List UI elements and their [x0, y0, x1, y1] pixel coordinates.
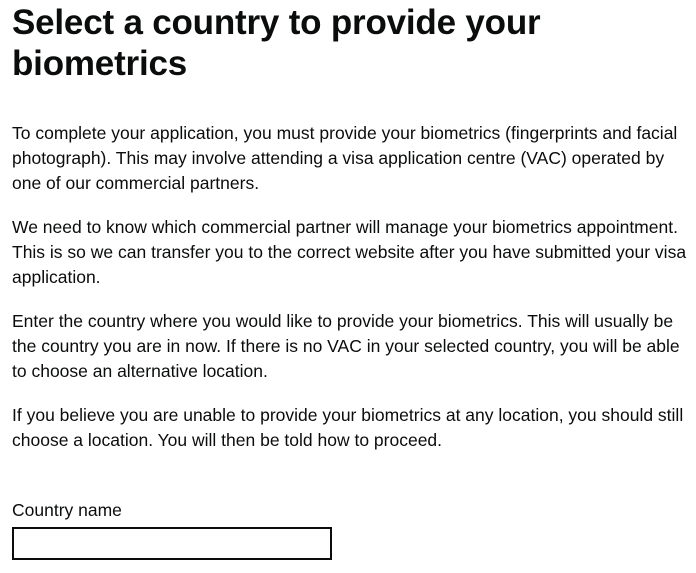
- country-instructions-paragraph: Enter the country where you would like to provide your biometrics. This will usually be the country you are in now. If there is no VAC in your selected country, you will be able to choose an alternative location.: [12, 311, 680, 381]
- country-name-label: Country name: [12, 500, 122, 520]
- unable-to-provide-paragraph: If you believe you are unable to provide your biometrics at any location, you should still choose a location. You will then be told how to proceed.: [12, 405, 684, 450]
- country-name-input[interactable]: [12, 527, 332, 560]
- page-title: Select a country to provide your biometrics: [12, 3, 541, 83]
- intro-paragraph: To complete your application, you must provide your biometrics (fingerprints and facial photograph). This may involve attending a visa application centre (VAC) operated by one of our commercial partners.: [12, 123, 678, 193]
- commercial-partner-paragraph: We need to know which commercial partner will manage your biometrics appointment. This is so we can transfer you to the correct website after you have submitted your visa application.: [12, 217, 687, 287]
